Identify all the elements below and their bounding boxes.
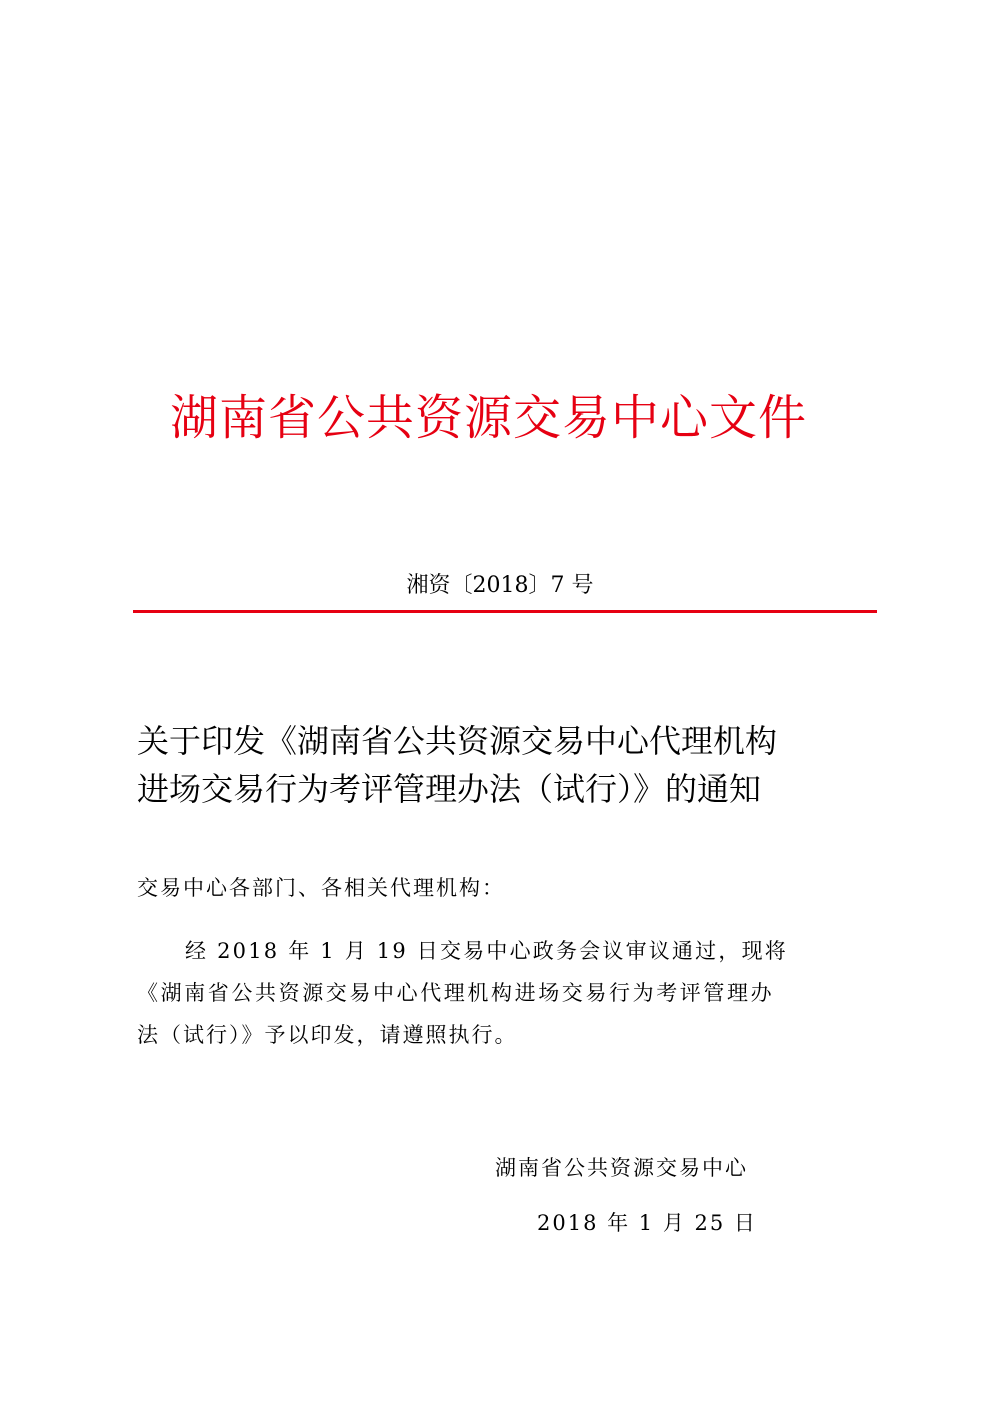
body-line: 法（试行）》予以印发，请遵照执行。 <box>137 1023 518 1047</box>
document-header-title: 湖南省公共资源交易中心文件 <box>170 390 808 446</box>
issuer-name: 湖南省公共资源交易中心 <box>495 1156 748 1180</box>
notice-title-line: 关于印发《湖南省公共资源交易中心代理机构 <box>137 722 778 760</box>
red-divider-rule <box>133 610 877 613</box>
body-line: 经 2018 年 1 月 19 日交易中心政务会议审议通过，现将 <box>185 939 788 963</box>
body-line: 《湖南省公共资源交易中心代理机构进场交易行为考评管理办 <box>137 981 775 1005</box>
notice-body <box>137 930 879 1056</box>
salutation: 交易中心各部门、各相关代理机构： <box>137 876 505 900</box>
notice-title-line: 进场交易行为考评管理办法（试行）》的通知 <box>137 770 762 808</box>
notice-title <box>137 717 897 813</box>
issue-date: 2018 年 1 月 25 日 <box>537 1211 757 1235</box>
document-number: 湘资〔2018〕7 号 <box>406 573 594 598</box>
